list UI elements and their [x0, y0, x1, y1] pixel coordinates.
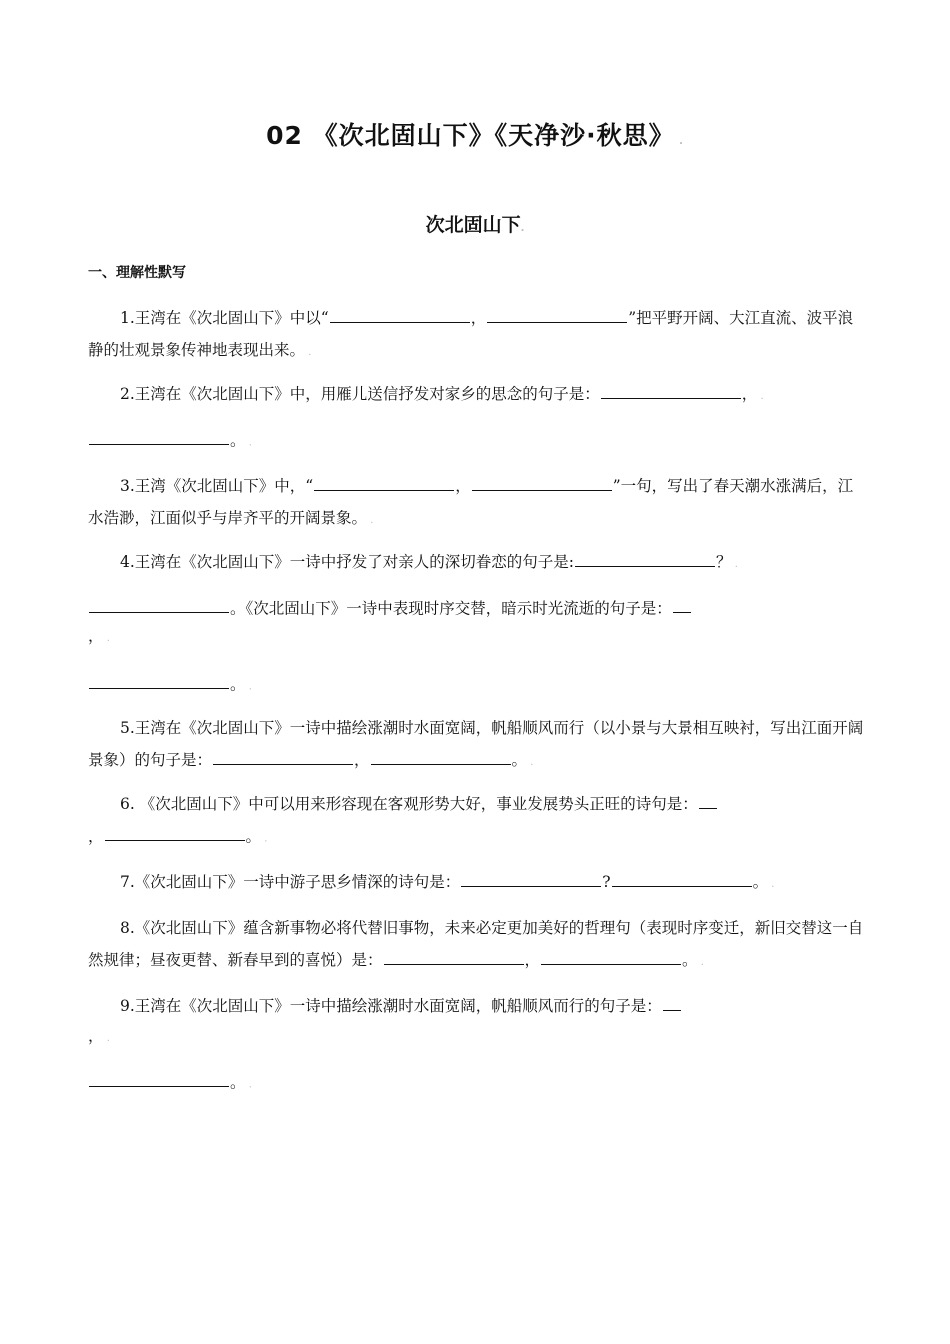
section-heading: 一、理解性默写 — [88, 265, 186, 281]
question-4-continuation: 。《次北固山下》一诗中表现时序交替，暗示时光流逝的句子是： — [88, 596, 692, 620]
answer-blank[interactable] — [612, 870, 752, 887]
question-4-comma: ， . — [88, 627, 110, 645]
answer-blank[interactable] — [89, 596, 229, 613]
answer-blank[interactable] — [384, 948, 524, 965]
question-4: 4.王湾在《次北固山下》一诗中抒发了对亲人的深切眷恋的句子是: ？ . — [88, 546, 868, 581]
question-1: 1.王湾在《次北固山下》中以“ ， ”把平野开阔、大江直流、波平浪静的壮观景象传神地表现出来。 . — [88, 302, 868, 369]
question-2-continuation: 。 . — [88, 428, 252, 455]
answer-blank[interactable] — [89, 1070, 229, 1087]
answer-blank[interactable] — [663, 994, 681, 1011]
answer-blank[interactable] — [673, 596, 691, 613]
question-8: 8.《次北固山下》蕴含新事物必将代替旧事物，未来必定更加美好的哲理句（表现时序变迁，新旧交替这一自然规律；昼夜更替、新春早到的喜悦）是： ， 。 . — [88, 919, 864, 969]
answer-blank[interactable] — [105, 824, 245, 841]
question-6-continuation: ， 。 . — [88, 824, 267, 851]
answer-blank[interactable] — [330, 306, 470, 323]
answer-blank[interactable] — [461, 870, 601, 887]
question-6: 6. 《次北固山下》中可以用来形容现在客观形势大好，事业发展势头正旺的诗句是： — [88, 788, 868, 820]
answer-blank[interactable] — [89, 428, 229, 445]
question-9-end: 。 . — [88, 1070, 252, 1097]
answer-blank[interactable] — [575, 550, 715, 567]
answer-blank[interactable] — [541, 948, 681, 965]
answer-blank[interactable] — [89, 672, 229, 689]
answer-blank[interactable] — [699, 792, 717, 809]
answer-blank[interactable] — [601, 382, 741, 399]
question-2: 2.王湾在《次北固山下》中，用雁儿送信抒发对家乡的思念的句子是： ， . — [88, 378, 868, 413]
answer-blank[interactable] — [213, 748, 353, 765]
poem-subtitle: 次北固山下. — [425, 214, 525, 236]
question-9-comma: ， . — [88, 1027, 110, 1045]
question-4-end: 。 . — [88, 672, 252, 699]
answer-blank[interactable] — [487, 306, 627, 323]
answer-blank[interactable] — [314, 474, 454, 491]
question-9: 9.王湾在《次北固山下》一诗中描绘涨潮时水面宽阔，帆船顺风而行的句子是： — [88, 990, 868, 1022]
page-title: 02 《次北固山下》《天净沙·秋思》 . — [266, 121, 684, 150]
answer-blank[interactable] — [472, 474, 612, 491]
answer-blank[interactable] — [371, 748, 511, 765]
question-5: 5.王湾在《次北固山下》一诗中描绘涨潮时水面宽阔，帆船顺风而行（以小景与大景相互映衬，写出江面开阔景象）的句子是： ， 。 . — [88, 719, 864, 769]
question-7: 7.《次北固山下》一诗中游子思乡情深的诗句是： ? 。 . — [88, 866, 868, 901]
question-3: 3.王湾《次北固山下》中，“ ， ”一句，写出了春天潮水涨满后，江水浩渺，江面似乎与岸齐平的开阔景象。 . — [88, 470, 868, 537]
